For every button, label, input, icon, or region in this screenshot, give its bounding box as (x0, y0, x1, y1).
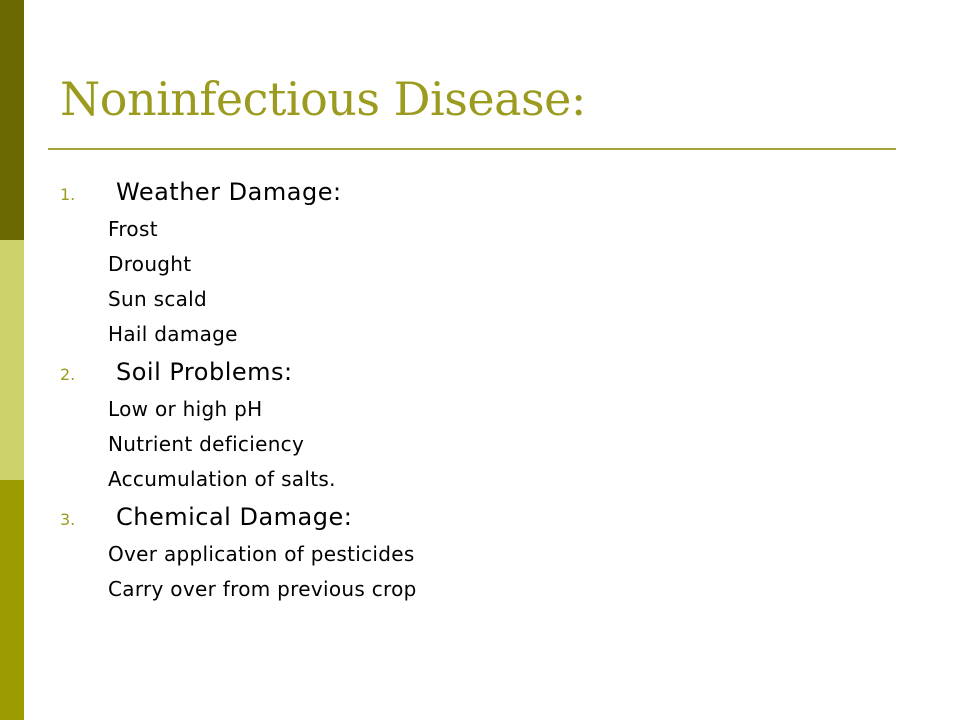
title-divider (48, 148, 896, 150)
section-chemical-damage (60, 497, 920, 607)
list-item: Sun scald (108, 287, 208, 311)
slide-title: Noninfectious Disease: (60, 72, 586, 126)
section-soil-problems (60, 352, 920, 497)
list-item: Accumulation of salts. (108, 467, 336, 491)
section-heading (60, 497, 920, 537)
section-number: 3. (60, 510, 76, 529)
list-item: Frost (108, 217, 158, 241)
side-bar-middle (0, 240, 24, 480)
section-heading (60, 352, 920, 392)
list-item: Hail damage (108, 322, 238, 346)
section-weather-damage (60, 172, 920, 352)
list-item: Nutrient deficiency (108, 432, 305, 456)
list-item: Carry over from previous crop (108, 577, 417, 601)
side-bar-bottom (0, 480, 24, 720)
slide-body (60, 172, 920, 607)
side-bar-top (0, 0, 24, 240)
section-title: Chemical Damage: (116, 503, 353, 531)
section-heading (60, 172, 920, 212)
section-number: 2. (60, 365, 76, 384)
list-item: Over application of pesticides (108, 542, 415, 566)
section-title: Weather Damage: (116, 178, 342, 206)
section-number: 1. (60, 185, 76, 204)
section-title: Soil Problems: (116, 358, 293, 386)
list-item: Low or high pH (108, 397, 263, 421)
list-item: Drought (108, 252, 192, 276)
